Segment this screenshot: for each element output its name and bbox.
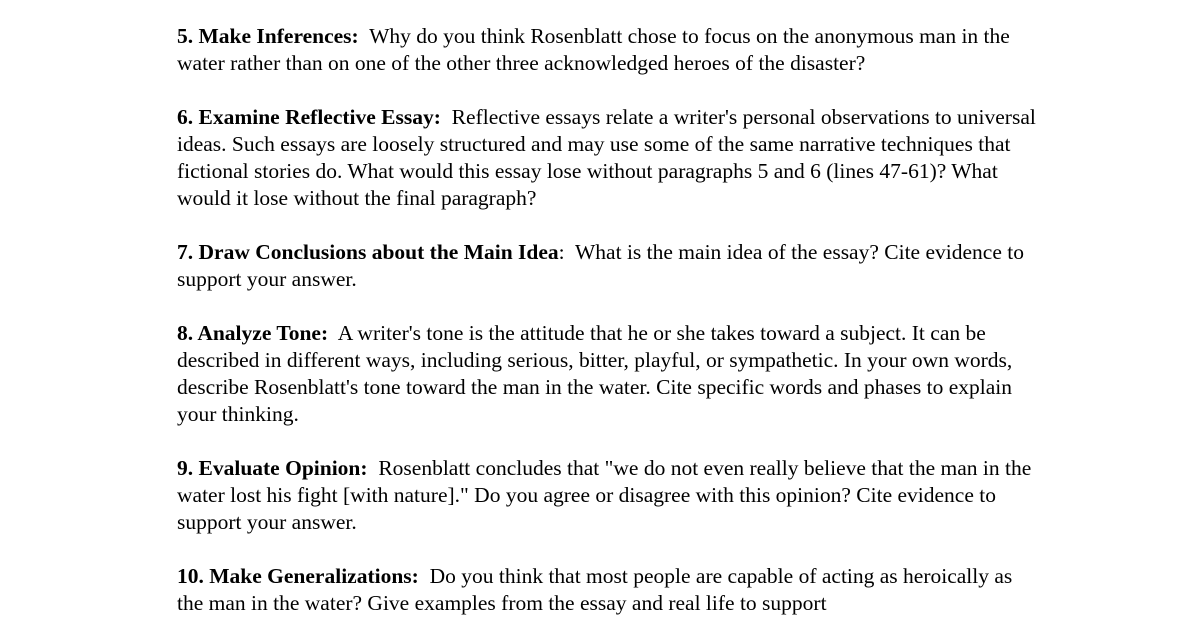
question-8 [177, 320, 1037, 428]
document-page [177, 23, 1037, 644]
question-text: Do you think that most people are capable of acting as heroically as the man in the water? Give examples from the essay and real life to support [177, 564, 1013, 615]
question-title: 9. Evaluate Opinion: [177, 456, 368, 480]
question-text: Reflective essays relate a writer's personal observations to universal ideas. Such essays are loosely structured and may use some of the same narrative techniques that fictional stories do. What would this essay lose without paragraphs 5 and 6 (lines 47-61)? What would it lose without the final paragraph? [177, 105, 1036, 210]
question-title: 6. Examine Reflective Essay: [177, 105, 441, 129]
question-6 [177, 104, 1037, 212]
question-7: 7. Draw Conclusions about the Main Idea: What is the main idea of the essay? Cite evidence to support your answer. [177, 240, 1024, 291]
question-text: A writer's tone is the attitude that he or she takes toward a subject. It can be described in different ways, including serious, bitter, playful, or sympathetic. In your own words, describe Rosenblatt's tone toward the man in the water. Cite specific words and phases to explain your thinking. [177, 321, 1013, 426]
question-text: What is the main idea of the essay? Cite evidence to support your answer. [177, 240, 1024, 291]
question-10 [177, 563, 1037, 617]
question-title: 7. Draw Conclusions about the Main Idea [177, 240, 559, 264]
question-9 [177, 455, 1037, 536]
question-5 [177, 23, 1037, 77]
question-title: 8. Analyze Tone: [177, 321, 329, 345]
question-title: 10. Make Generalizations: [177, 564, 419, 588]
question-text: Why do you think Rosenblatt chose to focus on the anonymous man in the water rather than on one of the other three acknowledged heroes of the disaster? [177, 24, 1010, 75]
question-title: 5. Make Inferences: [177, 24, 359, 48]
question-text: Rosenblatt concludes that "we do not even really believe that the man in the water lost his fight [with nature]." Do you agree or disagree with this opinion? Cite evidence to support your answer. [177, 456, 1032, 534]
